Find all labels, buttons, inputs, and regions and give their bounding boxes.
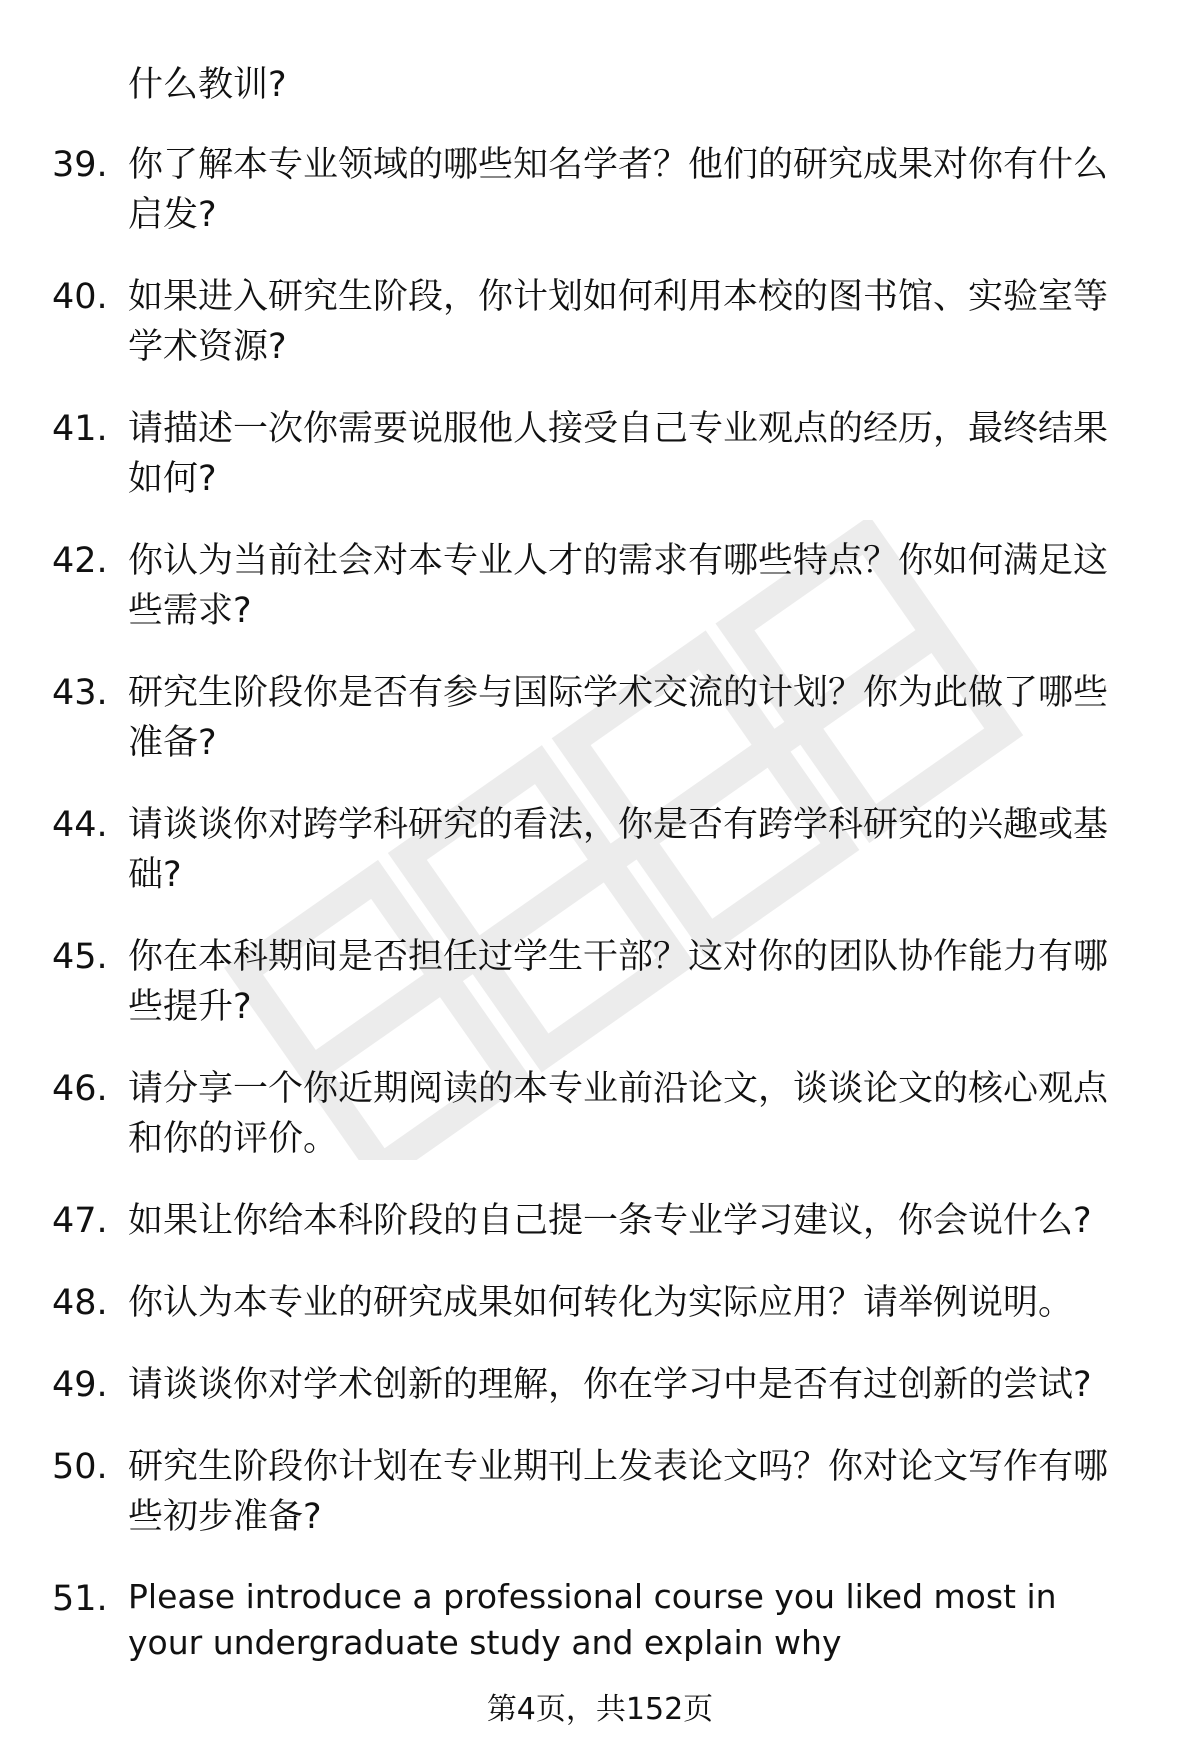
question-item [0, 1278, 1200, 1328]
question-item [0, 536, 1200, 636]
question-item [0, 668, 1200, 768]
question-text: 你在本科期间是否担任过学生干部？这对你的团队协作能力有哪些提升? [128, 937, 1109, 1027]
question-number: 50. [52, 1447, 108, 1487]
question-text: 请谈谈你对跨学科研究的看法，你是否有跨学科研究的兴趣或基础? [128, 805, 1109, 895]
question-item [0, 1442, 1200, 1542]
question-item [0, 1064, 1200, 1164]
question-item [0, 1360, 1200, 1410]
question-text: 如果让你给本科阶段的自己提一条专业学习建议，你会说什么? [128, 1201, 1092, 1241]
question-number: 45. [52, 937, 108, 977]
question-item [0, 800, 1200, 900]
question-text: 请谈谈你对学术创新的理解，你在学习中是否有过创新的尝试? [128, 1365, 1092, 1405]
question-item [0, 272, 1200, 372]
question-item [0, 140, 1200, 240]
question-number: 49. [52, 1365, 108, 1405]
question-text: 你认为当前社会对本专业人才的需求有哪些特点？你如何满足这些需求? [128, 541, 1109, 631]
question-text: 研究生阶段你是否有参与国际学术交流的计划？你为此做了哪些准备? [128, 673, 1109, 763]
question-number: 51. [52, 1579, 108, 1619]
question-list [0, 140, 1200, 1698]
question-text: 请分享一个你近期阅读的本专业前沿论文，谈谈论文的核心观点和你的评价。 [128, 1069, 1109, 1159]
question-number: 42. [52, 541, 108, 581]
question-number: 48. [52, 1283, 108, 1323]
question-number: 39. [52, 145, 108, 185]
question-number: 47. [52, 1201, 108, 1241]
question-text: 研究生阶段你计划在专业期刊上发表论文吗？你对论文写作有哪些初步准备? [128, 1447, 1109, 1537]
question-text: Please introduce a professional course you liked most in your undergraduate study and explain why [128, 1577, 1057, 1662]
question-text: 如果进入研究生阶段，你计划如何利用本校的图书馆、实验室等学术资源? [128, 277, 1109, 367]
question-text: 你了解本专业领域的哪些知名学者？他们的研究成果对你有什么启发? [128, 145, 1109, 235]
question-number: 40. [52, 277, 108, 317]
question-text: 你认为本专业的研究成果如何转化为实际应用？请举例说明。 [128, 1283, 1074, 1323]
continuation-text: 什么教训? [128, 65, 287, 105]
question-item [0, 404, 1200, 504]
question-number: 43. [52, 673, 108, 713]
question-text: 请描述一次你需要说服他人接受自己专业观点的经历，最终结果如何? [128, 409, 1109, 499]
question-item [0, 1574, 1200, 1666]
question-number: 46. [52, 1069, 108, 1109]
question-number: 41. [52, 409, 108, 449]
question-item [0, 932, 1200, 1032]
question-item [0, 1196, 1200, 1246]
page-footer: 第4页，共152页 [486, 1692, 714, 1727]
question-number: 44. [52, 805, 108, 845]
